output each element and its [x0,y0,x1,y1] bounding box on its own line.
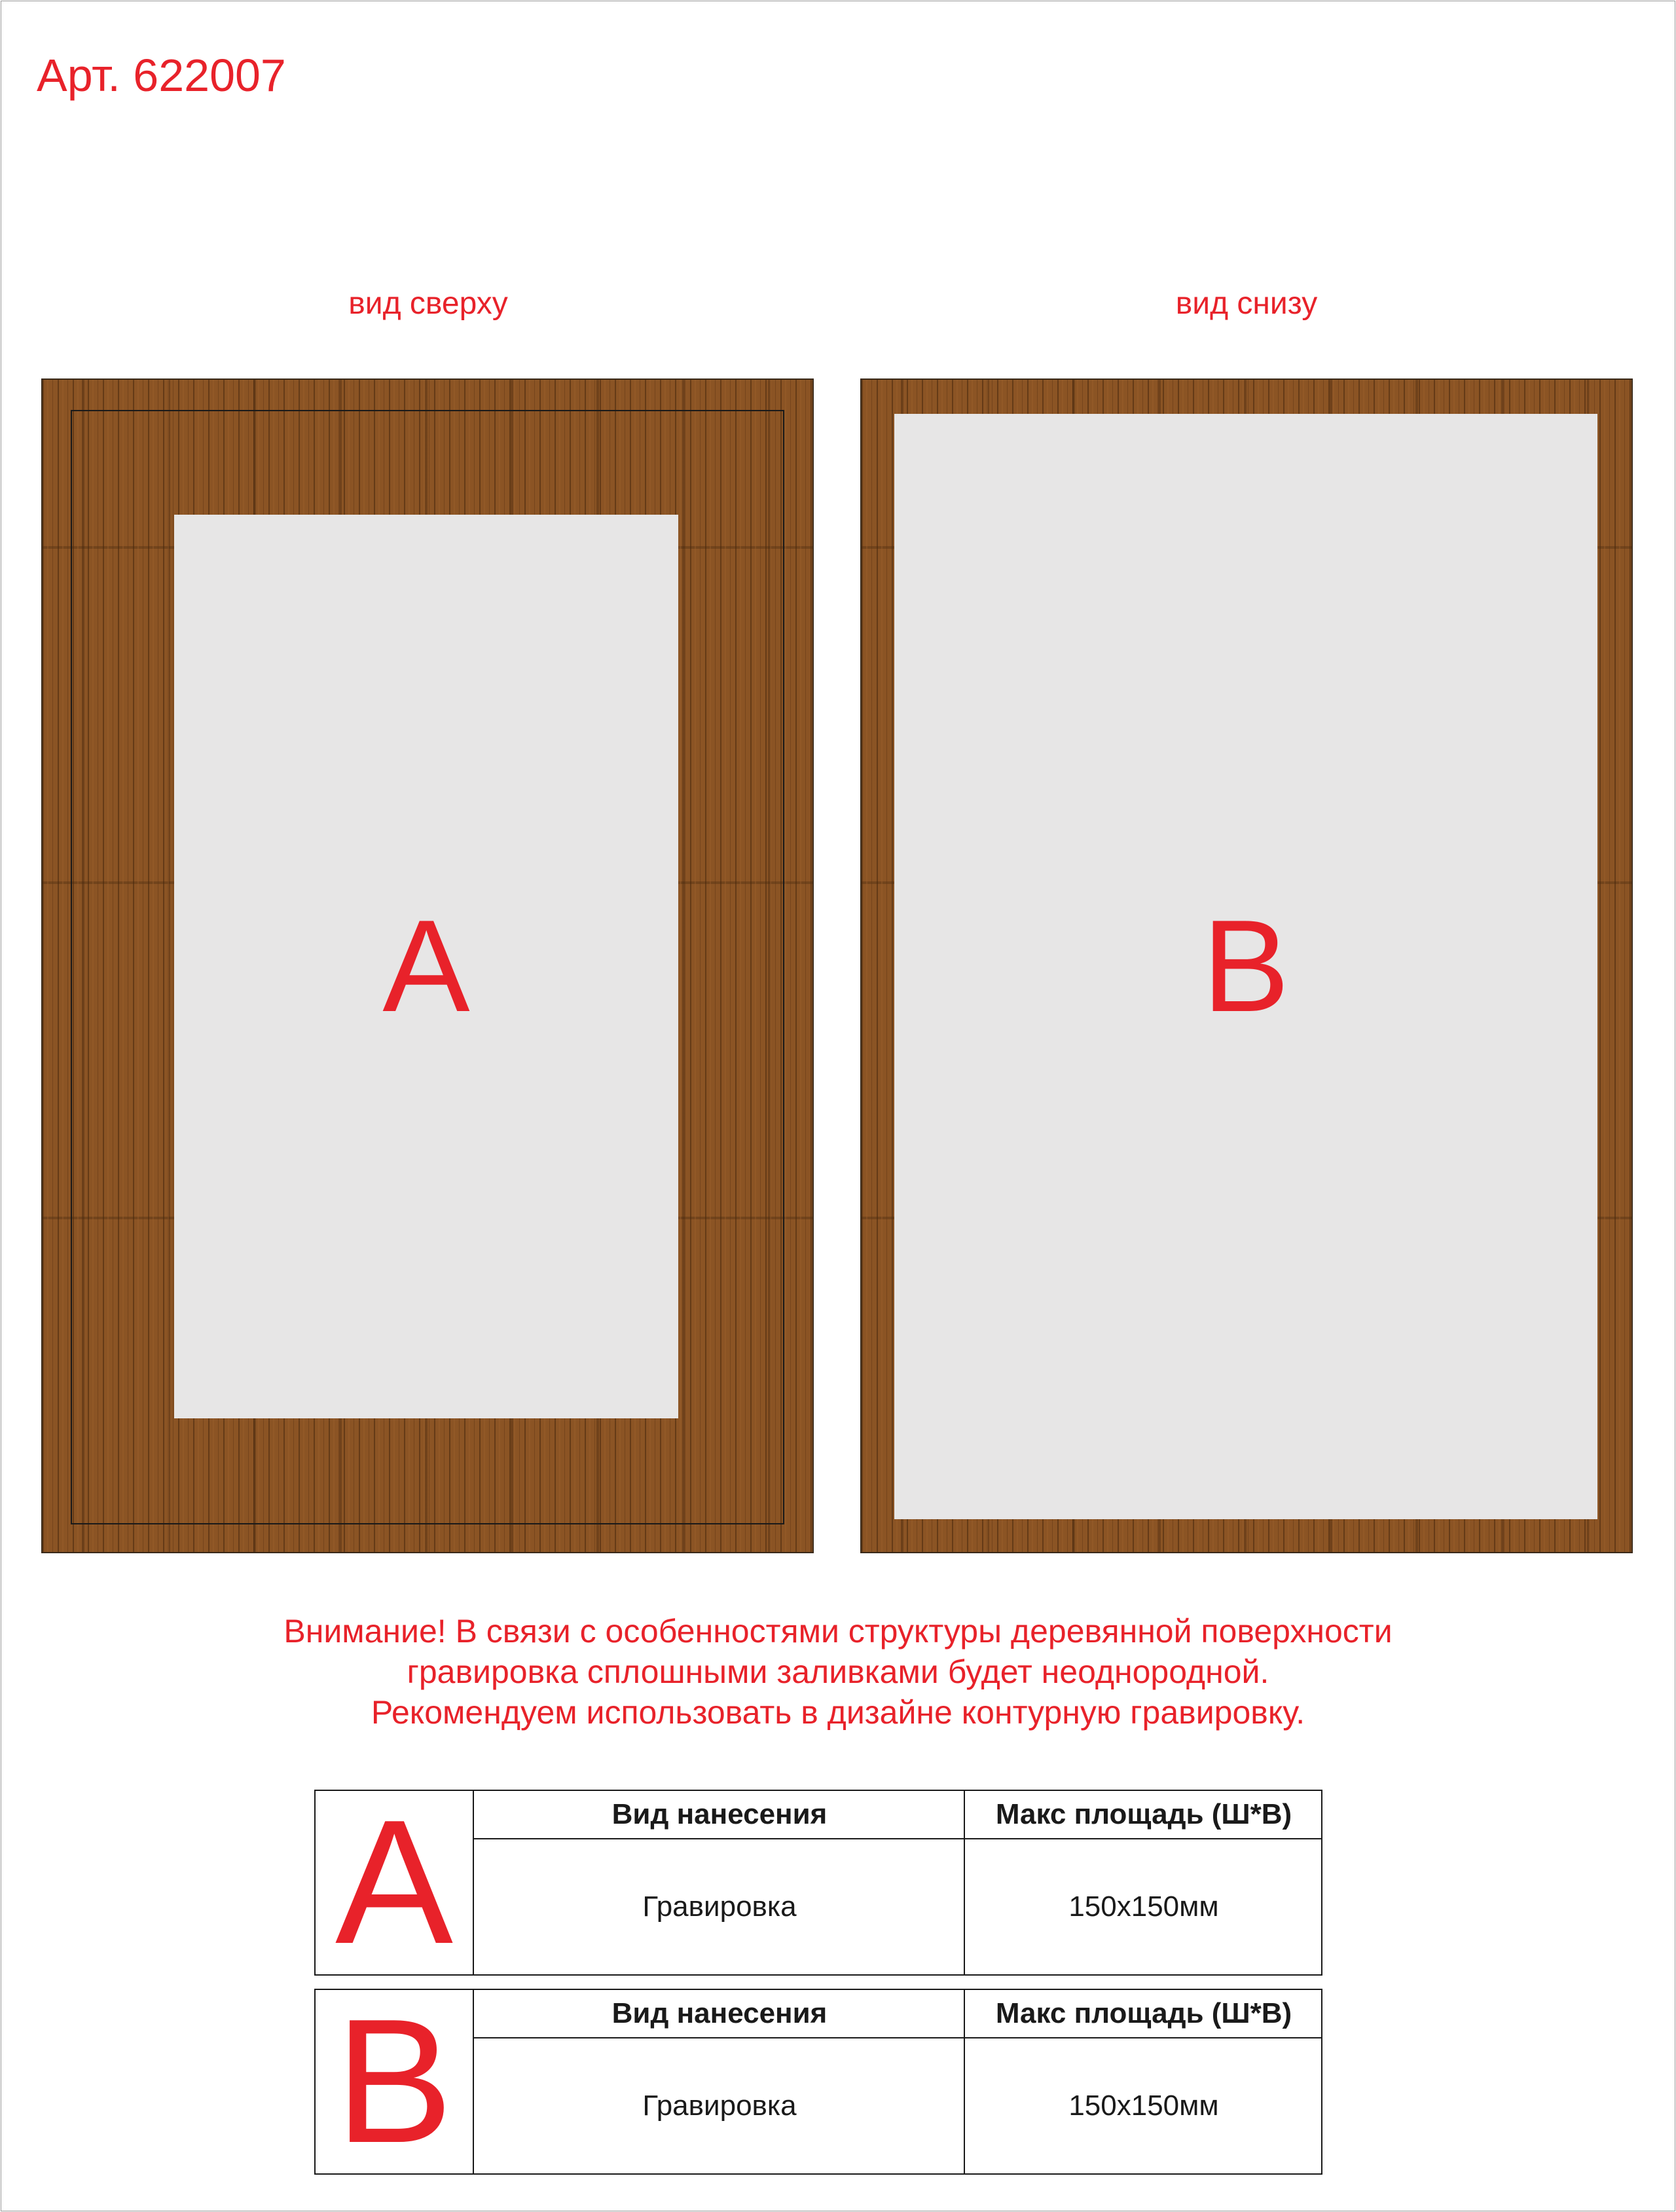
spec-letter-cell [316,1784,474,1981]
top-view-inner-edge-left [71,410,72,1524]
spec-letter-cell [316,1983,474,2180]
top-view-inner-edge-right [783,410,784,1524]
warning-line-1: Внимание! В связи с особенностями структуры деревянной поверхности [283,1613,1393,1650]
column-header-max-area: Макс площадь (Ш*В) [995,1997,1292,2029]
article-number: Арт. 622007 [37,50,286,101]
top-view-inner-edge-top [71,410,784,411]
column-header-method: Вид нанесения [611,1997,828,2029]
max-area-value: 150x150мм [1068,2090,1219,2122]
engraving-area-b [894,414,1597,1519]
engraving-area-a [174,515,678,1418]
column-header-method: Вид нанесения [611,1798,828,1830]
method-value: Гравировка [642,1890,797,1923]
method-value: Гравировка [642,2090,797,2122]
bottom-view-label: вид снизу [1175,286,1318,321]
spec-letter: A [335,1784,454,1981]
spec-letter: B [335,1983,454,2180]
wood-engraving-warning [183,1611,1493,1733]
area-b-label: B [1202,893,1290,1039]
spec-table-a [314,1784,1322,1981]
spec-table-b [314,1983,1322,2180]
top-view-label: вид сверху [348,286,508,321]
warning-line-2: гравировка сплошными заливками будет неоднородной. [407,1653,1269,1690]
column-header-max-area: Макс площадь (Ш*В) [995,1798,1292,1830]
warning-line-3: Рекомендуем использовать в дизайне контурную гравировку. [371,1694,1305,1731]
max-area-value: 150x150мм [1068,1890,1219,1923]
top-view-inner-edge-bottom [71,1523,784,1524]
area-a-label: A [382,893,470,1039]
